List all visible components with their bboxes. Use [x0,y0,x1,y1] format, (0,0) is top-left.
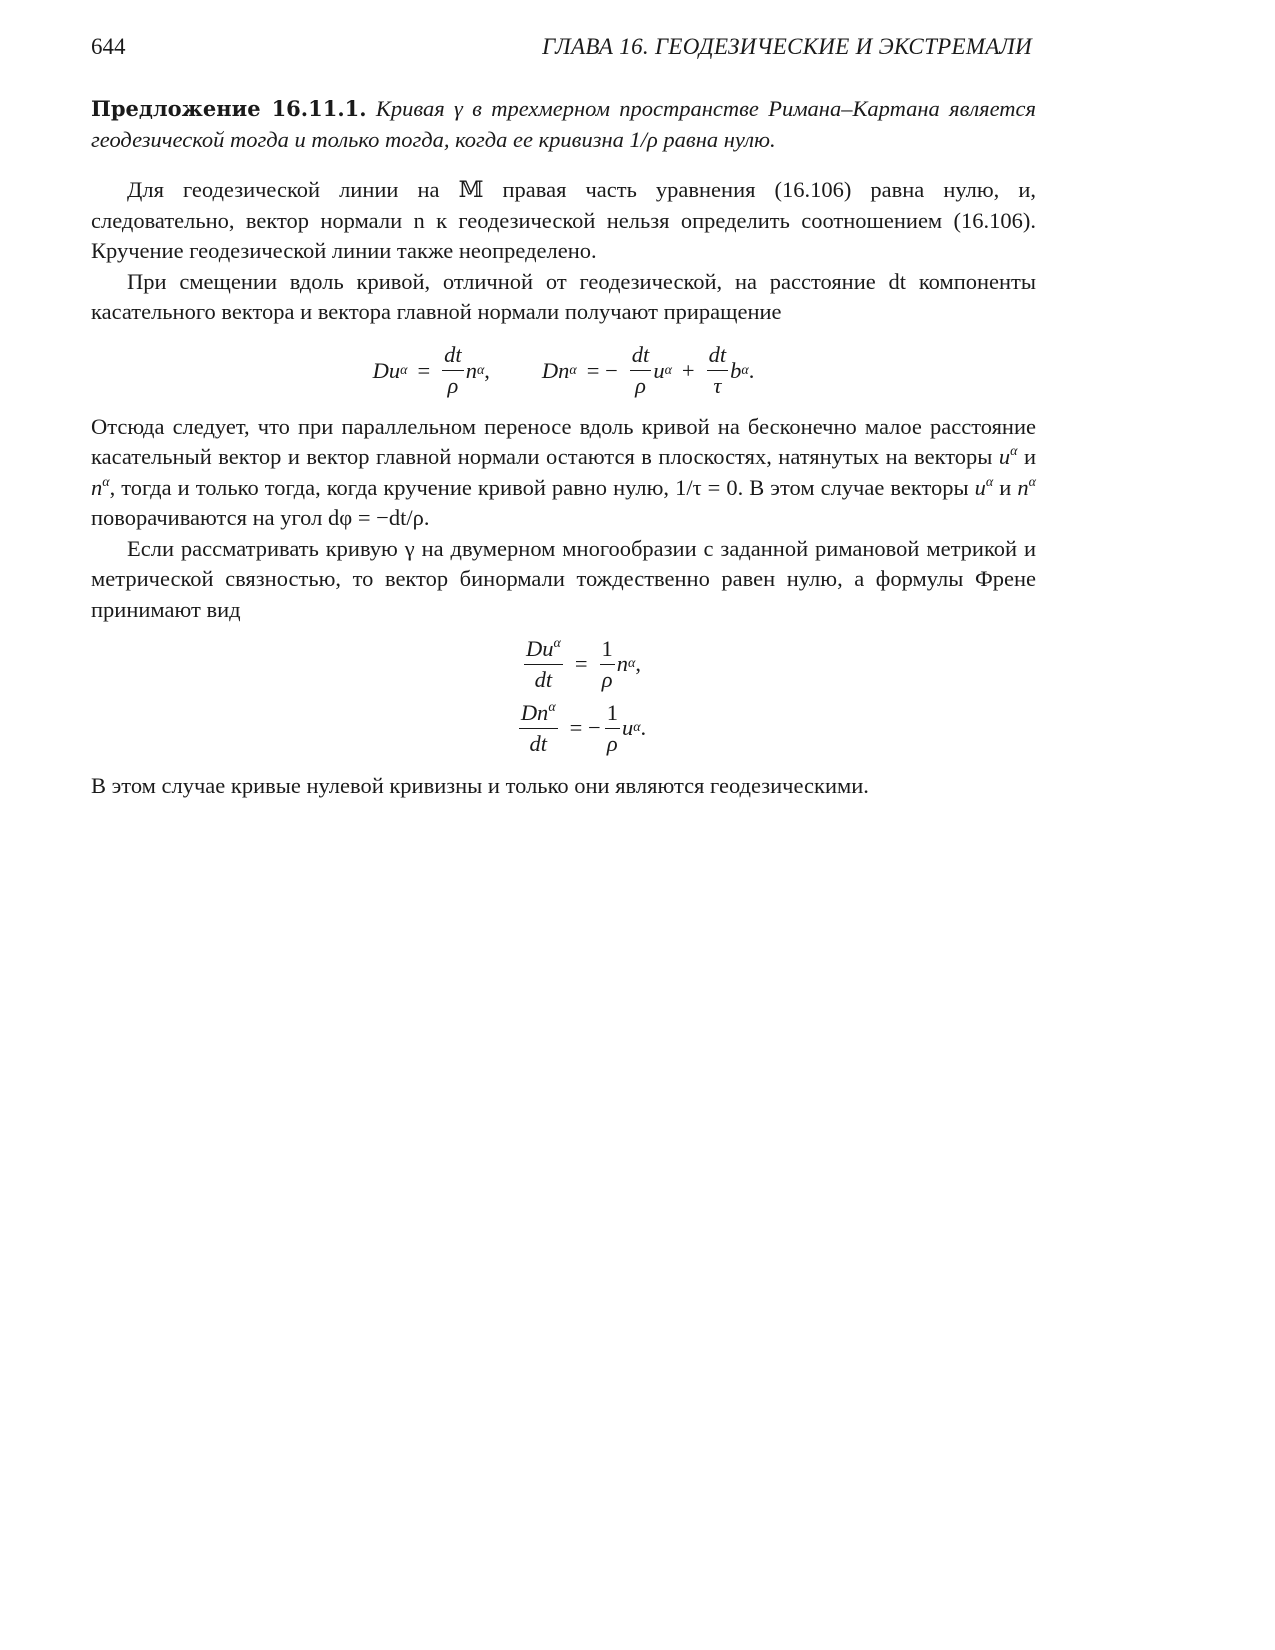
eq2-l1-du: Du [525,635,554,661]
frenet-row-1: $\frac{Du^\alpha}{dt}$ = $\frac{1}{\rho}$ n α , [525,635,642,692]
eq2-lhs-2 [519,699,558,758]
eq2-r2-den: ρ [606,730,618,756]
eq1-equals-2: = − [586,357,618,383]
eq2-lhs-1 [524,635,563,694]
paragraph-2: При смещении вдоль кривой, отличной от геодезической, на расстояние dt компоненты касательного вектора и вектора главной нормали получают приращение [91,268,1036,324]
paragraph-5: В этом случае кривые нулевой кривизны и только они являются геодезическими. [91,773,869,798]
eq2-l2-den: dt [529,730,547,756]
eq1-dn: Dn [541,357,570,383]
p3-u-2: u [974,474,986,500]
p3-part-c: , тогда и только тогда, когда кручение кривой равно нулю, 1/τ = 0. В этом случае векторы [109,474,975,500]
eq2-l2-alpha: α [548,699,556,715]
increment-equation: Du α = $\frac{dt}{\rho}$ n α , Dn α = − $\frac{dt}{\rho}$ u α + $\frac{dt}{\tau}$ b α . [372,342,755,398]
eq2-rhs-2-frac [605,699,620,758]
p3-alpha-4: α [1028,474,1036,490]
p3-alpha-2: α [102,474,110,490]
eq1-f3-den: τ [713,373,722,398]
eq2-rhs-1-frac [600,635,615,694]
eq1-f1-den: ρ [447,373,459,398]
proposition-label: Предложение 16.11.1. [91,96,367,121]
eq1-fraction-3 [707,341,729,400]
frenet-row-2: $\frac{Dn^\alpha}{dt}$ = − $\frac{1}{\rho}$ u α . [520,699,647,756]
proposition-text: Кривая γ в трехмерном пространстве Римана–Картана является геодезической тогда и только тогда, когда ее кривизна 1/ρ равна нулю. [91,96,1036,152]
eq2-r2-num: 1 [605,699,620,729]
document-page [91,30,1036,802]
eq1-du: Du [372,357,401,383]
paragraph-3 [91,412,1036,534]
p3-part-e: поворачиваются на угол dφ = −dt/ρ. [91,505,430,530]
eq1-b: b [730,357,742,383]
eq2-equals-2: = − [569,715,601,740]
eq2-r1-n: n [616,651,629,676]
eq2-equals-1: = [574,651,588,676]
proposition [91,94,1036,155]
eq1-f2-num: dt [630,341,652,371]
p3-part-b: и [1017,444,1036,469]
eq2-r1-num: 1 [600,635,615,665]
eq1-f1-num: dt [442,341,464,371]
p3-n-2: n [1017,474,1029,500]
eq2-r2-u: u [621,715,634,740]
p3-alpha-1: α [1010,444,1018,459]
eq1-equals-1: = [417,357,431,383]
eq2-l2-num [519,699,558,729]
eq2-l1-num [524,635,563,665]
p3-n: n [91,474,103,500]
eq2-r1-den: ρ [601,666,613,692]
frenet-equations [91,631,1036,761]
p3-part-d: и [993,474,1018,500]
eq2-l1-den: dt [534,666,553,692]
p3-part-a: Отсюда следует, что при параллельном переносе вдоль кривой на бесконечно малое расстояние касательный вектор и вектор главной нормали остаются в плоскостях, натянутых на векторы [91,413,1036,469]
eq2-l1-alpha: α [553,635,561,651]
eq1-n: n [465,357,477,383]
p3-alpha-3: α [985,474,994,490]
eq1-comma: , [484,357,490,383]
eq1-fraction-1 [442,341,464,400]
eq1-u: u [653,357,665,383]
eq1-f3-num: dt [707,341,729,371]
paragraph-4: Если рассматривать кривую γ на двумерном многообразии с заданной римановой метрикой и метрической связностью, то вектор бинормали тождественно равен нулю, а формулы Френе принимают вид [91,535,1036,622]
eq2-l2-dn: Dn [520,699,549,725]
eq1-plus: + [681,357,695,383]
eq1-fraction-2 [630,341,652,400]
eq1-f2-den: ρ [635,373,646,398]
p3-u: u [998,444,1011,469]
chapter-title: ГЛАВА 16. ГЕОДЕЗИЧЕСКИЕ И ЭКСТРЕМАЛИ [542,34,1032,59]
page-number: 644 [91,34,126,59]
eq1-period: . [748,357,755,383]
eq2-r1-comma: , [635,651,642,676]
running-header [91,30,1036,66]
eq2-r2-period: . [640,715,647,740]
paragraph-1: Для геодезической линии на 𝕄 правая часть уравнения (16.106) равна нулю, и, следовательно, вектор нормали n к геодезической нельзя определить соотношением (16.106). Кручение геодезической линии также неопределено. [91,177,1036,263]
